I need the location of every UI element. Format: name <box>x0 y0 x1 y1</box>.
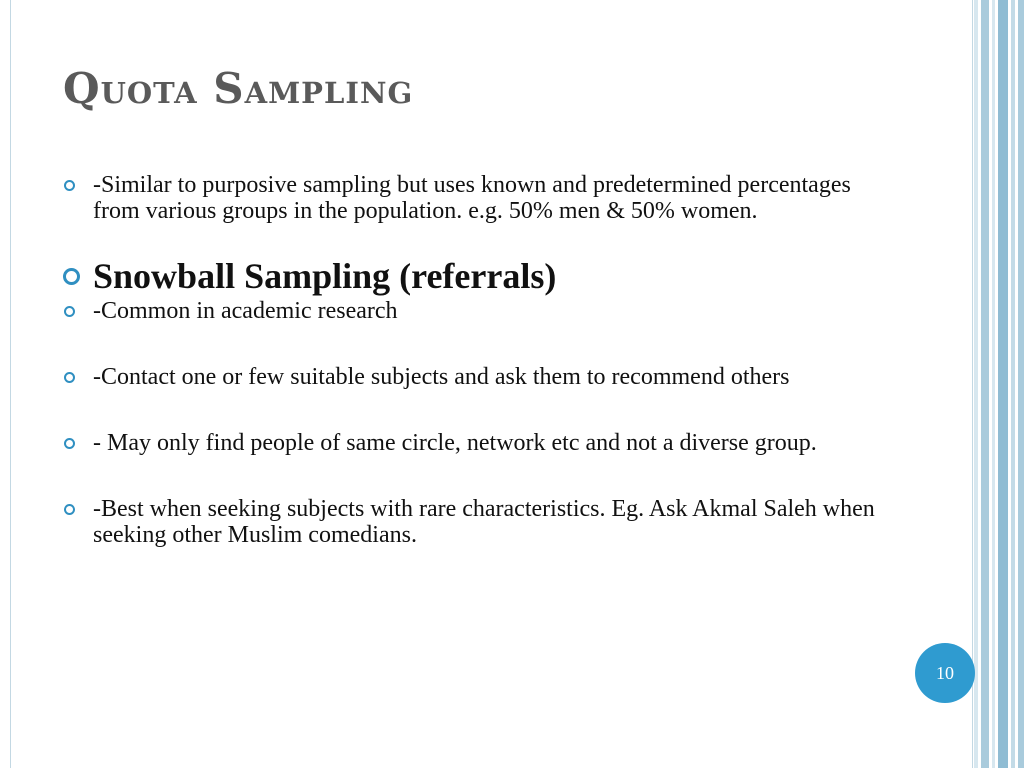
stripe <box>992 0 995 768</box>
bullet-text: -Similar to purposive sampling but uses known and predetermined percentages from various groups in the population. e.g. 50% men & 50% women. <box>93 172 851 224</box>
bullet-item <box>60 430 890 456</box>
bullet-item-heading <box>60 256 890 296</box>
stripe <box>1018 0 1024 768</box>
bullet-item <box>60 364 890 390</box>
page-number-badge: 10 <box>915 643 975 703</box>
slide-title: Quota Sampling <box>63 64 414 113</box>
circle-outline-icon <box>64 180 75 191</box>
bullet-text: -Contact one or few suitable subjects and ask them to recommend others <box>93 364 790 390</box>
bullet-list <box>60 172 890 548</box>
stripe <box>998 0 1008 768</box>
bullet-item <box>60 298 890 324</box>
bullet-text: -Common in academic research <box>93 298 398 324</box>
circle-outline-icon <box>64 372 75 383</box>
circle-outline-icon <box>63 268 80 285</box>
decorative-stripes <box>974 0 1024 768</box>
stripe <box>981 0 989 768</box>
circle-outline-icon <box>64 438 75 449</box>
bullet-text: Snowball Sampling (referrals) <box>93 256 557 296</box>
circle-outline-icon <box>64 306 75 317</box>
bullet-item <box>60 172 890 224</box>
stripe <box>974 0 978 768</box>
circle-outline-icon <box>64 504 75 515</box>
stripe <box>1011 0 1015 768</box>
bullet-text: -Best when seeking subjects with rare characteristics. Eg. Ask Akmal Saleh when seeking other Muslim comedians. <box>93 496 875 548</box>
bullet-item <box>60 496 890 548</box>
bullet-text: - May only find people of same circle, network etc and not a diverse group. <box>93 430 817 456</box>
